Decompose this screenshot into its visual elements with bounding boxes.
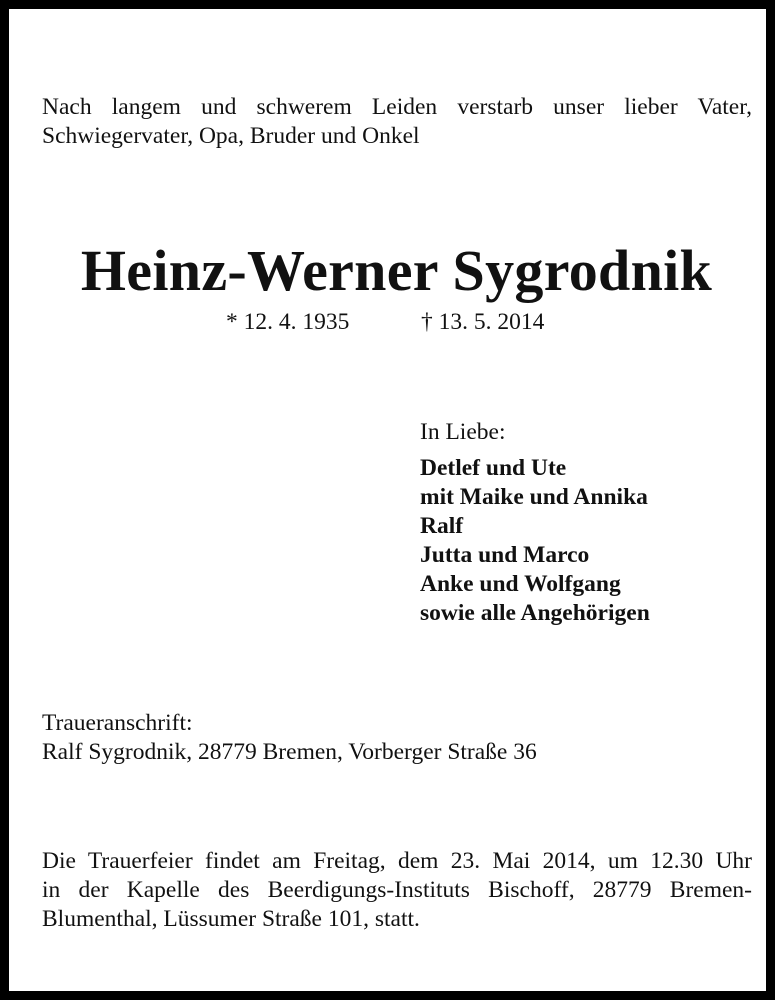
intro-line: Nach langem und schwerem Leiden verstarb unser lieber Vater,: [42, 94, 752, 120]
address-text: Ralf Sygrodnik, 28779 Bremen, Vorberger Straße 36: [42, 739, 537, 765]
mourner-line: Ralf: [420, 513, 464, 539]
birth-date: * 12. 4. 1935: [226, 309, 350, 335]
mourner-line: mit Maike und Annika: [420, 484, 648, 510]
mourner-line: Detlef und Ute: [420, 455, 567, 481]
service-line: in der Kapelle des Beerdigungs-Instituts Bischoff, 28779 Bremen-: [42, 877, 752, 903]
funeral-service-info: [42, 847, 752, 934]
mourner-line: Jutta und Marco: [420, 542, 590, 568]
mourner-line: Anke und Wolfgang: [420, 571, 621, 597]
mourners-block: [420, 417, 650, 628]
service-line: Blumenthal, Lüssumer Straße 101, statt.: [42, 906, 420, 932]
intro-line: Schwiegervater, Opa, Bruder und Onkel: [42, 123, 420, 149]
in-love-label: In Liebe:: [420, 419, 506, 445]
deceased-name: Heinz-Werner Sygrodnik: [80, 238, 713, 303]
service-line: Die Trauerfeier findet am Freitag, dem 23. Mai 2014, um 12.30 Uhr: [42, 848, 752, 874]
mourner-line: sowie alle Angehörigen: [420, 600, 650, 626]
intro-text: [42, 93, 752, 151]
mourning-address: [42, 709, 537, 767]
death-date: † 13. 5. 2014: [421, 309, 545, 335]
address-label: Traueranschrift:: [42, 710, 193, 736]
